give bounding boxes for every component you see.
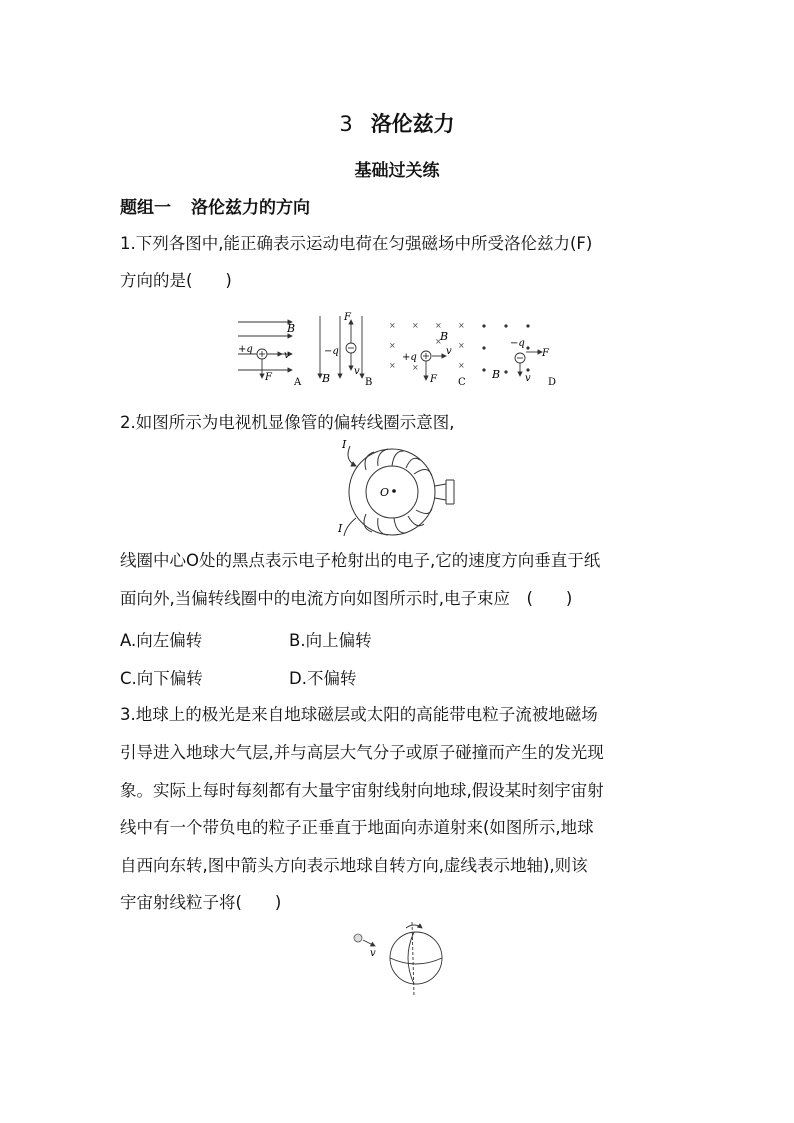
q1-a-q: +q [238,344,253,355]
q3-earth-figure [348,918,460,1000]
q2-option-b[interactable]: B.向上偏转 [289,631,372,650]
q3-stem-line-6: 宇宙射线粒子将( ) [120,893,282,912]
svg-text:×: × [412,363,419,372]
q2-stem-line-2: 线圈中心O处的黑点表示电子枪射出的电子,它的速度方向垂直于纸 [120,551,601,570]
q3-stem-line-5: 自西向东转,图中箭头方向表示地球自转方向,虚线表示地轴),则该 [120,856,588,875]
q2-center-O-label: O [380,486,390,499]
q1-c-F: F [430,374,437,385]
svg-text:×: × [435,337,442,346]
q1-d-B: B [492,368,501,381]
q3-stem-line-2: 引导进入地球大气层,并与高层大气分子或原子碰撞而产生的发光现 [120,743,604,762]
lesson-name: 洛伦兹力 [370,112,455,136]
section-heading [120,193,310,218]
q1-panel-c [389,321,465,372]
q1-b-q: −q [324,346,339,357]
q1-b-F: F [344,312,351,323]
q1-a-B: B [287,322,296,335]
exercise-subtitle: 基础过关练 [354,161,440,181]
section-label: 题组一 [120,198,171,218]
q3-stem-line-1: 3.地球上的极光是来自地球磁层或太阳的高能带电粒子流被地磁场 [120,705,598,724]
q1-b-B: B [322,372,331,385]
q3-particle [354,934,362,942]
svg-text:×: × [412,321,419,330]
q2-stem-line-3: 面向外,当偏转线圈中的电流方向如图所示时,电子束应 ( ) [120,589,573,608]
q1-c-q: +q [402,352,417,363]
q3-stem-line-3: 象。实际上每时每刻都有大量宇宙射线射向地球,假设某时刻宇宙射 [120,781,604,800]
svg-text:×: × [389,341,396,350]
svg-text:×: × [389,361,396,370]
q1-a-tag: A [294,377,302,388]
svg-text:×: × [458,361,465,370]
q2-current-label-bottom: I [338,522,343,535]
svg-text:×: × [389,321,396,330]
lesson-title [0,108,794,138]
q1-b-tag: B [365,377,373,388]
q1-a-F: F [265,372,272,383]
q1-d-v: v [525,373,531,384]
q1-panel-d [482,324,529,373]
q3-velocity-label: v [370,948,376,959]
q1-b-v: v [354,366,360,377]
svg-text:×: × [458,341,465,350]
lesson-number: 3 [339,112,353,136]
q1-figure [232,308,562,390]
q1-d-q: −q [510,338,525,349]
q2-option-c[interactable]: C.向下偏转 [120,669,203,688]
q1-c-v: v [446,346,452,357]
svg-text:×: × [458,321,465,330]
svg-text:×: × [435,321,442,330]
q2-option-d[interactable]: D.不偏转 [289,669,357,688]
q1-c-tag: C [458,377,466,388]
q1-d-F: F [542,348,549,359]
q2-deflection-coil-figure [336,438,460,538]
q2-stem-line-1: 2.如图所示为电视机显像管的偏转线圈示意图, [120,413,455,432]
q3-stem-line-4: 线中有一个带负电的粒子正垂直于地面向赤道射来(如图所示,地球 [120,818,594,837]
q1-stem-line-1: 1.下列各图中,能正确表示运动电荷在匀强磁场中所受洛伦兹力(F) [120,234,593,253]
q1-d-tag: D [548,377,557,388]
section-title: 洛伦兹力的方向 [191,198,310,218]
q1-a-v: v [284,350,290,361]
q3-rotation-arrow [406,925,422,928]
q1-stem-line-2: 方向的是( ) [120,271,232,290]
q1-c-B: B [440,330,449,343]
q3-earth [390,922,442,996]
q2-current-label-top: I [342,438,347,451]
q2-option-a[interactable]: A.向左偏转 [120,631,203,650]
